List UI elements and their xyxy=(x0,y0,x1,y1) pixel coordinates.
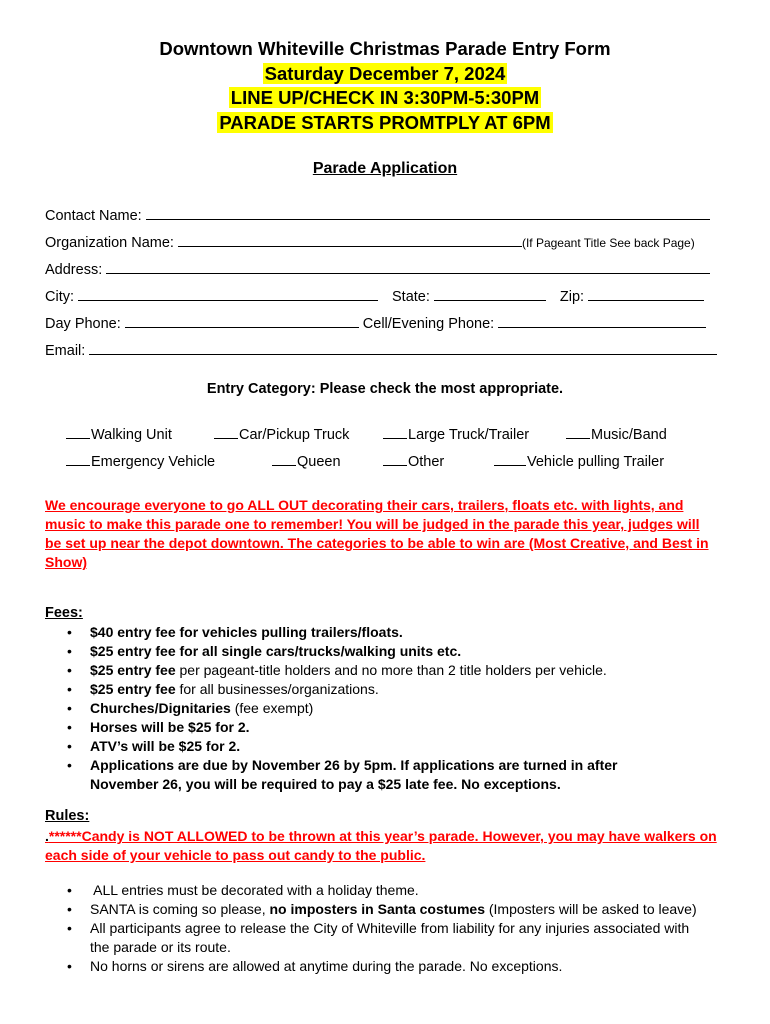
vehicle-trailer-option[interactable] xyxy=(494,453,664,470)
candy-text: ******Candy is NOT ALLOWED to be thrown at this year’s parade. However, you may have walkers on each side of your vehicle to pass out candy to the public. xyxy=(45,828,717,863)
list-item xyxy=(0,718,770,737)
fee-item-5-bold: Churches/Dignitaries xyxy=(90,700,231,716)
fee-item-2: $25 entry fee for all single cars/trucks/walking units etc. xyxy=(90,643,462,659)
rule-item-1: • ALL entries must be decorated with a holiday theme. xyxy=(90,882,419,898)
evening-phone-field[interactable] xyxy=(498,314,706,328)
vehicle-trailer-label: Vehicle pulling Trailer xyxy=(527,454,665,470)
state-label: State: xyxy=(392,289,430,305)
car-pickup-label: Car/Pickup Truck xyxy=(239,427,350,443)
email-row xyxy=(45,341,717,359)
music-band-checkline[interactable] xyxy=(566,426,590,439)
city-field[interactable] xyxy=(78,287,378,301)
city-label: City: xyxy=(45,289,74,305)
state-field[interactable] xyxy=(434,287,546,301)
fee-item-7: ATV’s will be $25 for 2. xyxy=(90,738,241,754)
rule-item-2-post: (Imposters will be asked to leave) xyxy=(484,901,697,917)
list-item xyxy=(0,756,770,794)
zip-field[interactable] xyxy=(588,287,704,301)
fee-item-3-text: per pageant-title holders and no more than 2 title holders per vehicle. xyxy=(175,662,607,678)
car-pickup-option[interactable] xyxy=(214,426,349,443)
parade-date: Saturday December 7, 2024 xyxy=(264,62,506,84)
rule-item-2-pre: SANTA is coming so please, xyxy=(90,901,270,917)
contact-name-field[interactable] xyxy=(146,206,710,220)
rule-item-3: • All participants agree to release the City of Whiteville from liability for any injuries associated with the parade or its route. xyxy=(90,920,690,955)
vehicle-trailer-checkline[interactable] xyxy=(494,453,526,466)
address-row xyxy=(45,260,710,278)
contact-name-label: Contact Name: xyxy=(45,208,142,224)
walking-unit-option[interactable] xyxy=(66,426,172,443)
music-band-label: Music/Band xyxy=(591,427,667,443)
list-item xyxy=(0,881,770,900)
rule-item-4: • No horns or sirens are allowed at anytime during the parade. No exceptions. xyxy=(90,958,563,974)
large-truck-checkline[interactable] xyxy=(383,426,407,439)
organization-name-field[interactable] xyxy=(178,233,522,247)
list-item xyxy=(0,737,770,756)
email-field[interactable] xyxy=(89,341,717,355)
address-label: Address: xyxy=(45,262,103,278)
fee-item-4-bold: $25 entry fee xyxy=(90,681,176,697)
queen-option[interactable] xyxy=(272,453,341,470)
music-band-option[interactable] xyxy=(566,426,667,443)
rule-item-2-bold: no imposters in Santa costumes xyxy=(269,901,485,917)
encourage-notice: We encourage everyone to go ALL OUT decorating their cars, trailers, floats etc. with lights, and music to make this parade one to remember! You will be judged in the parade this year, judges will be set up near the depot downtown. The categories to be able to win are (Most Creative, and Best in Show) xyxy=(45,497,709,570)
list-item xyxy=(0,680,770,699)
day-phone-label: Day Phone: xyxy=(45,316,121,332)
car-pickup-checkline[interactable] xyxy=(214,426,238,439)
fee-item-4-text: for all businesses/organizations. xyxy=(175,681,379,697)
other-label: Other xyxy=(408,454,445,470)
large-truck-option[interactable] xyxy=(383,426,529,443)
candy-prefix: . xyxy=(45,828,49,844)
list-item xyxy=(0,957,770,976)
evening-phone-label: Cell/Evening Phone: xyxy=(362,316,495,332)
day-phone-field[interactable] xyxy=(125,314,359,328)
fee-item-8: Applications are due by November 26 by 5pm. If applications are turned in after November 26, you will be required to pay a $25 late fee. No exceptions. xyxy=(90,757,618,792)
large-truck-label: Large Truck/Trailer xyxy=(408,427,530,443)
organization-row xyxy=(45,233,695,251)
entry-category-heading: Entry Category: Please check the most appropriate. xyxy=(206,381,564,397)
list-item xyxy=(0,919,770,957)
list-item xyxy=(0,642,770,661)
fee-item-6: Horses will be $25 for 2. xyxy=(90,719,250,735)
candy-notice xyxy=(45,827,725,865)
application-title: Parade Application xyxy=(312,160,458,177)
contact-name-row xyxy=(45,206,710,224)
form-title: Downtown Whiteville Christmas Parade Entry Form xyxy=(159,38,611,59)
list-item xyxy=(0,699,770,718)
rules-title: Rules: xyxy=(45,808,90,824)
email-label: Email: xyxy=(45,343,86,359)
other-checkline[interactable] xyxy=(383,453,407,466)
zip-label: Zip: xyxy=(559,289,585,305)
form-header xyxy=(0,37,770,135)
emergency-vehicle-label: Emergency Vehicle xyxy=(91,454,216,470)
fees-list xyxy=(0,623,770,794)
fee-item-3-bold: $25 entry fee xyxy=(90,662,176,678)
phone-row xyxy=(45,314,706,332)
queen-label: Queen xyxy=(297,454,341,470)
queen-checkline[interactable] xyxy=(272,453,296,466)
list-item xyxy=(0,900,770,919)
parade-start-time: PARADE STARTS PROMTPLY AT 6PM xyxy=(219,111,551,133)
walking-unit-label: Walking Unit xyxy=(91,427,172,443)
rules-list xyxy=(0,881,770,976)
emergency-vehicle-checkline[interactable] xyxy=(66,453,90,466)
city-state-zip-row xyxy=(45,287,704,305)
pageant-note: (If Pageant Title See back Page) xyxy=(521,236,695,250)
address-field[interactable] xyxy=(106,260,710,274)
organization-name-label: Organization Name: xyxy=(45,235,174,251)
emergency-vehicle-option[interactable] xyxy=(66,453,215,470)
fee-item-1: $40 entry fee for vehicles pulling trailers/floats. xyxy=(90,624,403,640)
lineup-time: LINE UP/CHECK IN 3:30PM-5:30PM xyxy=(230,87,540,108)
fee-item-5-text: (fee exempt) xyxy=(230,700,314,716)
other-option[interactable] xyxy=(383,453,444,470)
list-item xyxy=(0,661,770,680)
list-item xyxy=(0,623,770,642)
fees-title: Fees: xyxy=(45,605,83,621)
walking-unit-checkline[interactable] xyxy=(66,426,90,439)
